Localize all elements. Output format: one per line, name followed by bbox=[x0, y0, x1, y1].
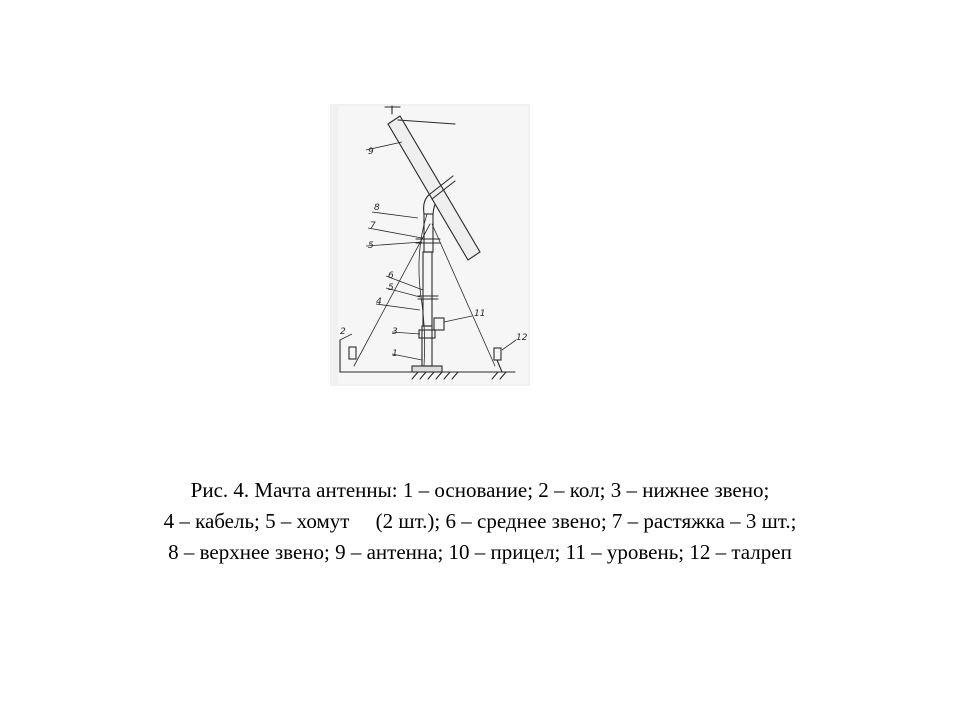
label-11: 11 bbox=[474, 309, 486, 319]
mast-base bbox=[412, 366, 442, 372]
label-8: 8 bbox=[374, 203, 380, 213]
antenna-mast-drawing bbox=[330, 104, 530, 386]
label-5-lower: 5 bbox=[388, 283, 394, 293]
label-3: 3 bbox=[392, 327, 398, 337]
label-2: 2 bbox=[340, 327, 346, 337]
label-9: 9 bbox=[368, 147, 374, 157]
antenna-mast-figure bbox=[330, 104, 530, 386]
label-12: 12 bbox=[516, 333, 528, 343]
label-1: 1 bbox=[392, 349, 398, 359]
figure-caption bbox=[70, 475, 890, 568]
caption-line-2: 4 – кабель; 5 – хомут (2 шт.); 6 – среднее звено; 7 – растяжка – 3 шт.; bbox=[163, 509, 797, 533]
label-7: 7 bbox=[370, 221, 376, 231]
label-6: 6 bbox=[388, 271, 394, 281]
label-4: 4 bbox=[376, 297, 382, 307]
caption-line-3: 8 – верхнее звено; 9 – антенна; 10 – прицел; 11 – уровень; 12 – талреп bbox=[168, 540, 792, 564]
caption-line-1: Рис. 4. Мачта антенны: 1 – основание; 2 – кол; 3 – нижнее звено; bbox=[190, 478, 770, 502]
label-5-upper: 5 bbox=[368, 241, 374, 251]
